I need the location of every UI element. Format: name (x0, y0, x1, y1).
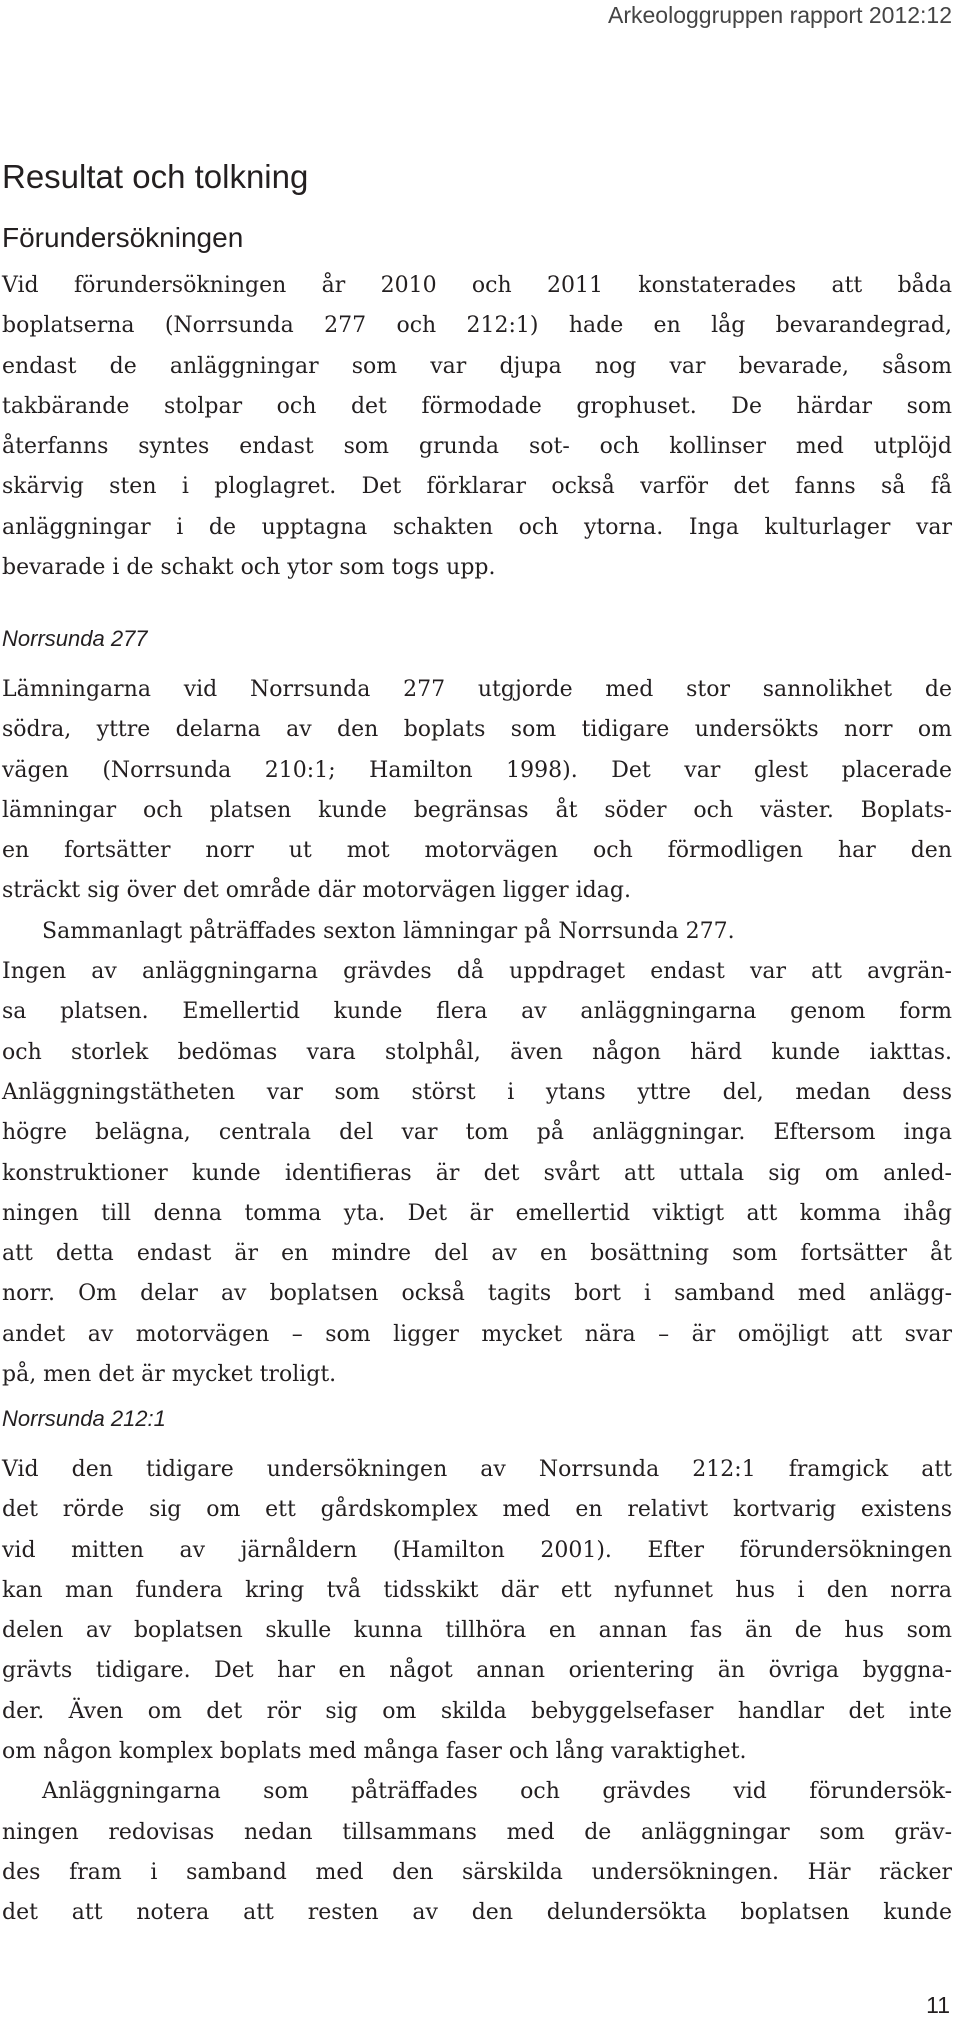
text-line: vägen (Norrsunda 210:1; Hamilton 1998). Det var glest placerade (2, 757, 952, 783)
text-line: sträckt sig över det område där motorvägen ligger idag. (2, 878, 631, 904)
text-line: bevarade i de schakt och ytor som togs upp. (2, 555, 496, 581)
section-subtitle: Förundersökningen (2, 222, 244, 253)
text-line: sa platsen. Emellertid kunde flera av anläggningarna genom form (2, 999, 952, 1025)
text-line: lämningar och platsen kunde begränsas åt söder och väster. Boplats- (2, 797, 952, 823)
subheading-norrsunda-212: Norrsunda 212:1 (2, 1406, 166, 1431)
section-title: Resultat och tolkning (2, 158, 309, 195)
text-line: Anläggningarna som påträffades och grävdes vid förundersök- (42, 1779, 952, 1805)
text-line: konstruktioner kunde identifieras är det svårt att uttala sig om anled- (2, 1160, 952, 1186)
text-line: Vid förundersökningen år 2010 och 2011 konstaterades att båda (2, 273, 952, 298)
norrsunda-212-paragraph (2, 1450, 952, 1934)
norrsunda-277-paragraph (2, 670, 952, 1395)
text-line: boplatserna (Norrsunda 277 och 212:1) hade en låg bevarandegrad, (2, 313, 952, 339)
text-line: Ingen av anläggningarna grävdes då uppdraget endast var att avgrän- (2, 959, 952, 985)
text-line: andet av motorvägen – som ligger mycket nära – är omöjligt att svar (2, 1321, 952, 1347)
text-line: att detta endast är en mindre del av en bosättning som fortsätter åt (2, 1241, 952, 1267)
text-line: ningen redovisas nedan tillsammans med de anläggningar som gräv- (2, 1819, 952, 1845)
text-line: grävts tidigare. Det har en något annan orientering än övriga byggna- (2, 1658, 952, 1684)
text-line: des fram i samband med den särskilda undersökningen. Här räcker (2, 1859, 952, 1885)
text-line: Lämningarna vid Norrsunda 277 utgjorde med stor sannolikhet de (2, 677, 952, 702)
intro-paragraph (2, 266, 952, 588)
text-line: vid mitten av järnåldern (Hamilton 2001). Efter förundersökningen (2, 1537, 952, 1563)
text-line: Vid den tidigare undersökningen av Norrsunda 212:1 framgick att (2, 1457, 952, 1482)
text-line: Anläggningstätheten var som störst i ytans yttre del, medan dess (2, 1079, 952, 1105)
page-number: 11 (926, 1992, 950, 2018)
text-line: det rörde sig om ett gårdskomplex med en relativt kortvarig existens (2, 1497, 952, 1523)
text-line: kan man fundera kring två tidsskikt där ett nyfunnet hus i den norra (2, 1577, 952, 1603)
text-line: högre belägna, centrala del var tom på anläggningar. Eftersom inga (2, 1120, 952, 1146)
text-line: endast de anläggningar som var djupa nog var bevarade, såsom (2, 353, 952, 379)
text-line: en fortsätter norr ut mot motorvägen och förmodligen har den (2, 838, 952, 864)
text-line: delen av boplatsen skulle kunna tillhöra en annan fas än de hus som (2, 1618, 952, 1644)
text-line: om någon komplex boplats med många faser och lång varaktighet. (2, 1739, 747, 1765)
subheading-norrsunda-277: Norrsunda 277 (2, 626, 148, 651)
text-line: södra, yttre delarna av den boplats som tidigare undersökts norr om (2, 717, 952, 743)
text-line: återfanns syntes endast som grunda sot- och kollinser med utplöjd (2, 434, 952, 460)
text-line: och storlek bedömas vara stolphål, även någon härd kunde iakttas. (2, 1039, 952, 1065)
text-line: takbärande stolpar och det förmodade grophuset. De härdar som (2, 393, 952, 419)
text-line: der. Även om det rör sig om skilda bebyggelsefaser handlar det inte (2, 1698, 952, 1724)
text-line: ningen till denna tomma yta. Det är emellertid viktigt att komma ihåg (2, 1200, 952, 1226)
text-line: norr. Om delar av boplatsen också tagits bort i samband med anlägg- (2, 1281, 952, 1307)
text-line: Sammanlagt påträffades sexton lämningar på Norrsunda 277. (42, 918, 735, 944)
text-line: anläggningar i de upptagna schakten och ytorna. Inga kulturlager var (2, 514, 952, 540)
text-line: på, men det är mycket troligt. (2, 1362, 337, 1388)
text-line: skärvig sten i ploglagret. Det förklarar också varför det fanns så få (2, 474, 952, 500)
running-header: Arkeologgruppen rapport 2012:12 (608, 2, 952, 28)
text-line: det att notera att resten av den delundersökta boplatsen kunde (2, 1900, 952, 1926)
